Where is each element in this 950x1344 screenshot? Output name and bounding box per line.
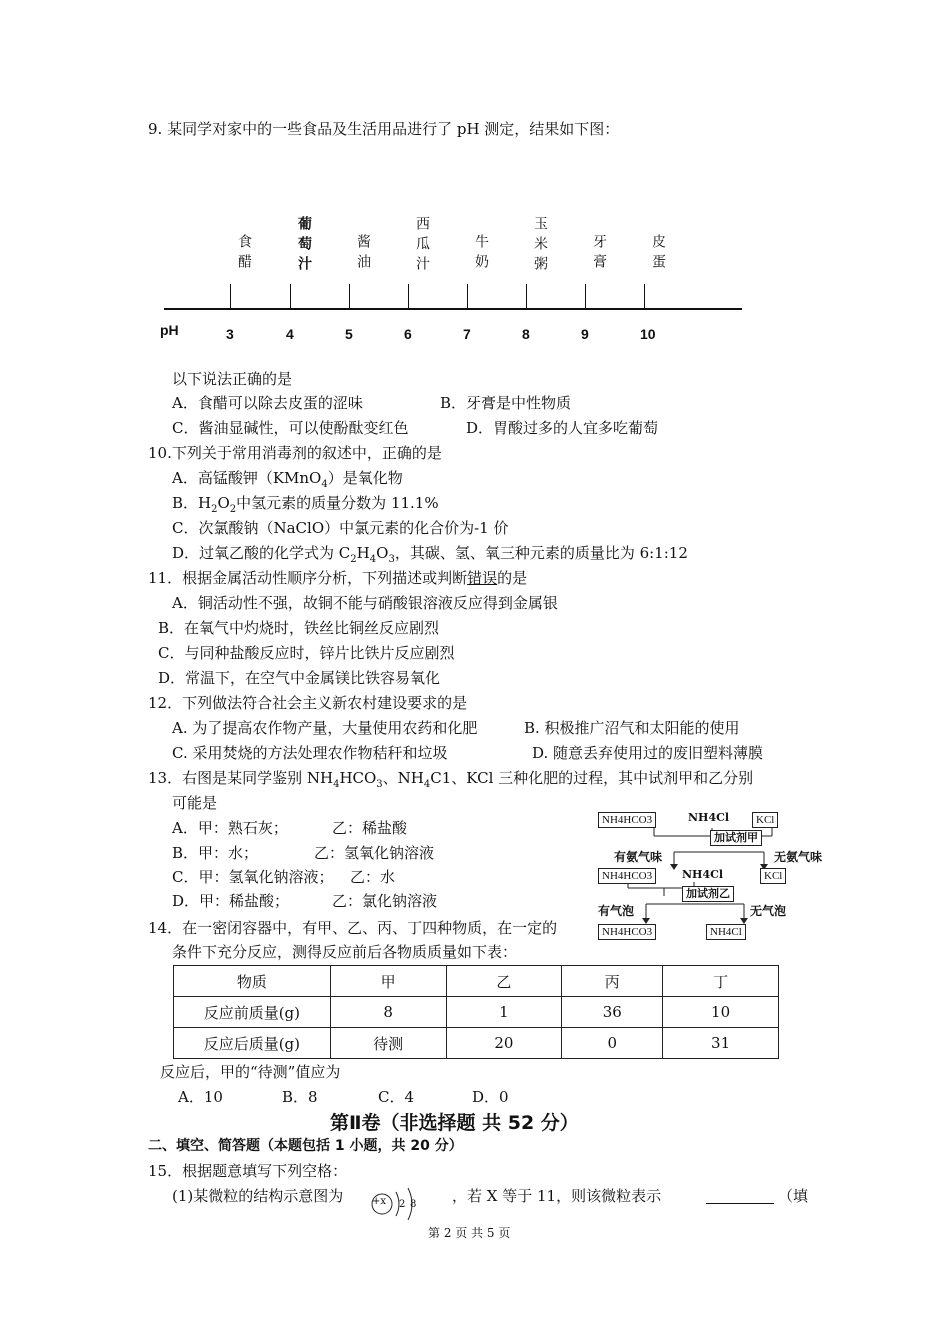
- table-header-row: [174, 966, 779, 997]
- flowchart-yes-bubbles: 有气泡: [598, 904, 635, 918]
- q11-option-c: C．与同种盐酸反应时，锌片比铁片反应剧烈: [158, 644, 455, 662]
- ph-tick-label: 6: [404, 326, 412, 342]
- table-cell: 1: [446, 997, 562, 1028]
- flowchart-no-bubbles: 无气泡: [750, 904, 787, 918]
- q10-option-c: C．次氯酸钠（NaClO）中氯元素的化合价为-1 价: [172, 519, 509, 537]
- table-header-cell: 甲: [330, 966, 446, 997]
- q12-stem: 12．下列做法符合社会主义新农村建设要求的是: [148, 694, 468, 712]
- q10-option-a: A．高锰酸钾（KMnO$_4$）是氧化物: [172, 469, 403, 490]
- ph-tick: [644, 284, 645, 309]
- q14-after: 反应后，甲的“待测”值应为: [160, 1063, 341, 1081]
- atom-shell-1: 2: [399, 1199, 406, 1210]
- q11-option-d: D．常温下，在空气中金属镁比铁容易氧化: [158, 669, 441, 687]
- ph-axis: [164, 308, 742, 310]
- ph-tick-label: 8: [522, 326, 530, 342]
- q14-option-c: C．4: [378, 1088, 415, 1106]
- flowchart-reagent-yi: 加试剂乙: [682, 886, 734, 902]
- q11-option-b: B．在氧气中灼烧时，铁丝比铜丝反应剧烈: [158, 619, 440, 637]
- q15-part1-middle: ，若 X 等于 11，则该微粒表示: [452, 1187, 662, 1205]
- q12-option-c: C. 采用焚烧的方法处理农作物秸秆和垃圾: [172, 744, 448, 762]
- table-header-cell: 乙: [446, 966, 562, 997]
- q11-stem: 11．根据金属活动性顺序分析，下列描述或判断错误的是: [148, 569, 528, 587]
- q9-intro: 以下说法正确的是: [172, 370, 293, 388]
- flowchart-box-kcl: KCl: [752, 812, 778, 828]
- q10-stem: 10.下列关于常用消毒剂的叙述中，正确的是: [148, 444, 442, 462]
- q14-option-a: A．10: [178, 1088, 223, 1106]
- flowchart-mid-nh4hco3: NH4HCO3: [598, 868, 656, 884]
- q11-option-a: A．铜活动性不强，故铜不能与硝酸银溶液反应得到金属银: [172, 594, 558, 612]
- q15-part1-prefix: (1)某微粒的结构示意图为: [172, 1187, 344, 1205]
- q13-stem: 13．右图是某同学鉴别 $NH_4HCO_3$、$NH_4C1$、KCl 三种化肥的过程，其中试剂甲和乙分别: [148, 769, 754, 790]
- ph-tick-label: 5: [345, 326, 353, 342]
- q13-option-d-2: 乙：氯化钠溶液: [332, 892, 438, 910]
- flowchart-reagent-jia: 加试剂甲: [710, 830, 762, 846]
- q9-option-c: C．酱油显碱性，可以使酚酞变红色: [172, 419, 409, 437]
- flowchart-mid-kcl: KCl: [760, 868, 786, 884]
- atom-shell-2: 8: [410, 1199, 417, 1210]
- q9-stem: 9. 某同学对家中的一些食品及生活用品进行了 pH 测定，结果如下图：: [148, 120, 620, 138]
- fertilizer-flowchart: [594, 806, 844, 946]
- q13-option-b-2: 乙：氢氧化钠溶液: [314, 844, 435, 862]
- table-cell: 反应后质量(g): [174, 1028, 331, 1059]
- part2-title: 第Ⅱ卷（非选择题 共 52 分）: [330, 1112, 579, 1134]
- ph-tick: [585, 284, 586, 309]
- q15-stem: 15．根据题意填写下列空格：: [148, 1162, 348, 1180]
- q15-part1-suffix: （填: [778, 1187, 809, 1205]
- ph-tick-label: 9: [581, 326, 589, 342]
- q9-option-d: D．胃酸过多的人宜多吃葡萄: [466, 419, 659, 437]
- table-cell: 反应前质量(g): [174, 997, 331, 1028]
- mass-table: [173, 965, 779, 1059]
- q10-option-d: D．过氧乙酸的化学式为 $C_2H_4O_3$，其碳、氢、氧三种元素的质量比为 6:1:12: [172, 544, 688, 565]
- table-header-cell: 物质: [174, 966, 331, 997]
- table-cell: 31: [663, 1028, 779, 1059]
- table-header-cell: 丁: [663, 966, 779, 997]
- q9-option-b: B．牙膏是中性物质: [440, 394, 572, 412]
- q14-stem: 14．在一密闭容器中，有甲、乙、丙、丁四种物质，在一定的: [148, 919, 558, 937]
- ph-scale: [160, 200, 750, 350]
- ph-label: pH: [160, 322, 179, 338]
- table-cell: 20: [446, 1028, 562, 1059]
- q15-answer-blank[interactable]: [706, 1186, 774, 1204]
- q12-option-d: D. 随意丢弃使用过的废旧塑料薄膜: [532, 744, 764, 762]
- table-cell: 0: [562, 1028, 663, 1059]
- table-header-cell: 丙: [562, 966, 663, 997]
- ph-tick: [230, 284, 231, 309]
- table-cell: 10: [663, 997, 779, 1028]
- ph-item-label: 玉米粥: [532, 216, 548, 276]
- ph-item-label: 皮蛋: [650, 234, 666, 274]
- ph-tick: [290, 284, 291, 309]
- q12-option-a: A. 为了提高农作物产量，大量使用农药和化肥: [172, 719, 478, 737]
- table-row: [174, 1028, 779, 1059]
- ph-tick: [526, 284, 527, 309]
- q13-option-c-1: C．甲：氢氧化钠溶液；: [172, 868, 334, 886]
- q9-option-a: A．食醋可以除去皮蛋的涩味: [172, 394, 363, 412]
- flowchart-bottom-nh4hco3: NH4HCO3: [598, 924, 656, 940]
- ph-tick-label: 4: [286, 326, 294, 342]
- q13-option-a-2: 乙：稀盐酸: [332, 819, 408, 837]
- ph-tick-label: 3: [226, 326, 234, 342]
- ph-item-label: 西瓜汁: [414, 216, 430, 276]
- flowchart-mid-nh4cl: NH4Cl: [682, 868, 724, 881]
- q13-option-d-1: D．甲：稀盐酸；: [172, 892, 290, 910]
- q12-option-b: B. 积极推广沼气和太阳能的使用: [524, 719, 740, 737]
- table-row: [174, 997, 779, 1028]
- atom-structure-diagram: [366, 1184, 426, 1220]
- ph-tick: [408, 284, 409, 309]
- q10-option-b: B．$H_2O_2$中氢元素的质量分数为 11.1%: [172, 494, 439, 515]
- ph-tick: [349, 284, 350, 309]
- ph-item-label: 酱油: [355, 234, 371, 274]
- ph-item-label: 食醋: [236, 234, 252, 274]
- q13-option-a-1: A．甲：熟石灰；: [172, 819, 288, 837]
- table-cell: 36: [562, 997, 663, 1028]
- flowchart-yes-ammonia: 有氨气味: [614, 850, 663, 864]
- q14-stem-2: 条件下充分反应，测得反应前后各物质质量如下表：: [172, 943, 518, 961]
- ph-item-label: 牛奶: [473, 234, 489, 274]
- flowchart-bottom-nh4cl: NH4Cl: [706, 924, 746, 940]
- atom-nucleus-label: +x: [372, 1196, 387, 1207]
- q13-option-c-2: 乙：水: [350, 868, 396, 886]
- part2-section-heading: 二、填空、简答题（本题包括 1 小题，共 20 分）: [148, 1138, 463, 1154]
- ph-tick-label: 7: [463, 326, 471, 342]
- flowchart-no-ammonia: 无氨气味: [774, 850, 823, 864]
- ph-item-label: 牙膏: [591, 234, 607, 274]
- ph-tick: [467, 284, 468, 309]
- page-footer: 第 2 页 共 5 页: [428, 1226, 511, 1240]
- q13-option-b-1: B．甲：水；: [172, 844, 259, 862]
- table-cell: 8: [330, 997, 446, 1028]
- ph-tick-label: 10: [640, 326, 656, 342]
- q13-stem-2: 可能是: [172, 794, 218, 812]
- table-cell: 待测: [330, 1028, 446, 1059]
- q14-option-b: B．8: [282, 1088, 318, 1106]
- flowchart-box-nh4hco3: NH4HCO3: [598, 812, 656, 828]
- q14-option-d: D．0: [472, 1088, 509, 1106]
- flowchart-box-nh4cl: NH4Cl: [688, 811, 730, 824]
- ph-item-label: 葡萄汁: [296, 216, 312, 276]
